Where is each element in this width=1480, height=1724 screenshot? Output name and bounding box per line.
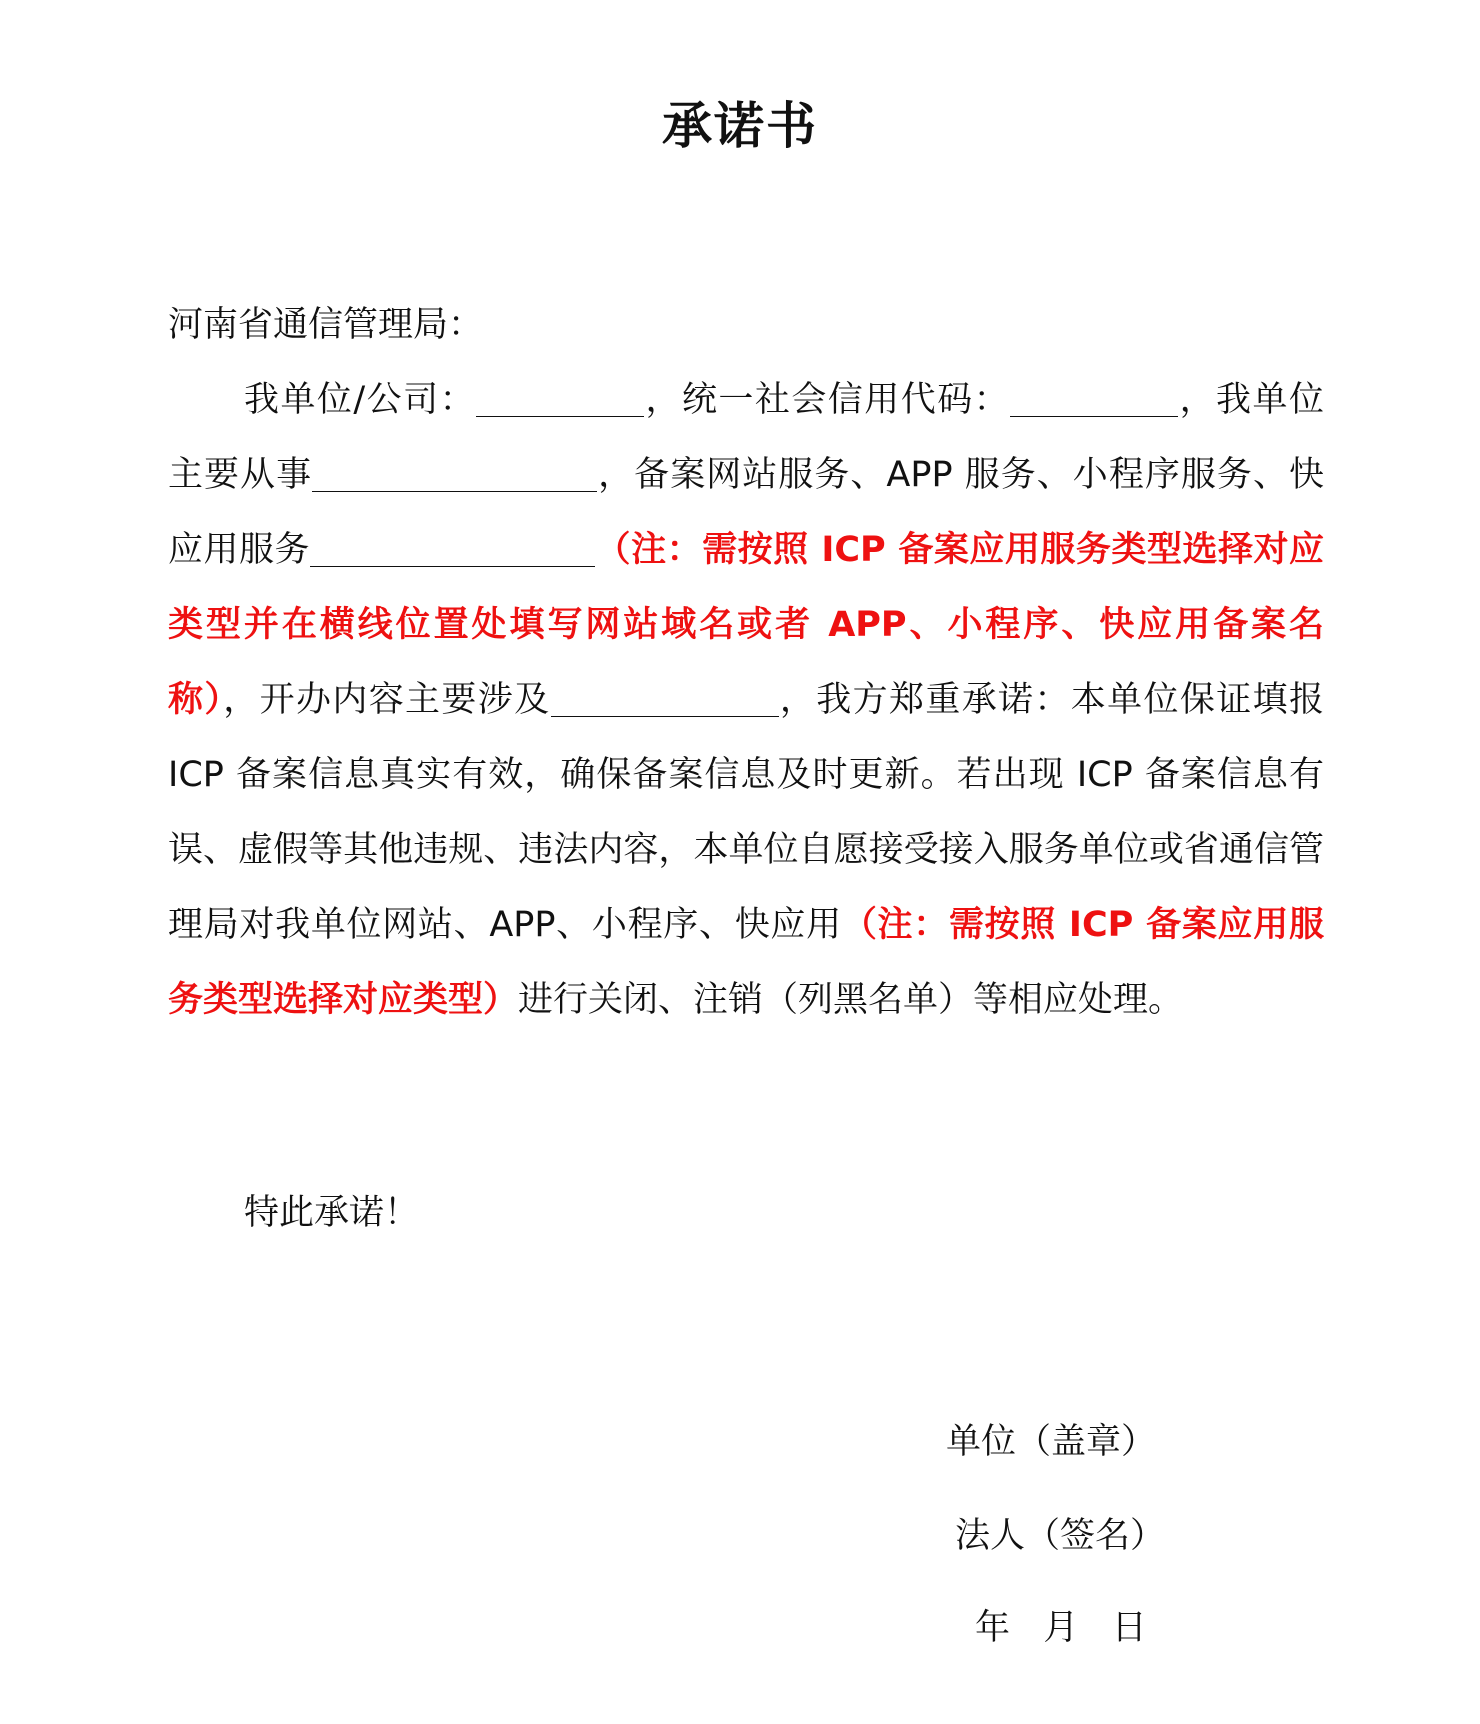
commitment-paragraph xyxy=(168,363,1324,1038)
company-name-blank xyxy=(476,378,644,417)
signature-legal-person: 法人（签名） xyxy=(955,1516,1166,1556)
text-segment: ，我方郑重承诺：本单位保证填报 ICP 备案信息真实有效，确保备案信息及时更新。若出现 ICP 备案信息有误、虚假等其他违规、违法内容，本单位自愿接受接入服务单位或省通信管理局对我单位网站、APP、小程序、快应用 xyxy=(168,680,1324,945)
business-scope-blank xyxy=(312,453,597,492)
document-body xyxy=(168,288,1324,1038)
service-name-blank xyxy=(310,528,595,567)
text-segment: ，统一社会信用代码： xyxy=(644,380,1011,420)
text-segment: ，我单位主要从事 xyxy=(168,380,1324,495)
text-segment: 进行关闭、注销（列黑名单）等相应处理。 xyxy=(518,980,1184,1020)
text-segment: ，开办内容主要涉及 xyxy=(223,680,551,720)
red-note: （注：需按照 ICP 备案应用服务类型选择对应类型并在横线位置处填写网站域名或者 APP、小程序、快应用备案名称） xyxy=(168,530,1324,720)
text-segment: ，备案网站服务、APP 服务、小程序服务、快应用服务 xyxy=(168,455,1324,570)
signature-unit: 单位（盖章） xyxy=(946,1422,1157,1462)
text-segment: 我单位/公司： xyxy=(244,380,477,420)
signature-date: 年 月 日 xyxy=(975,1608,1147,1648)
content-scope-blank xyxy=(551,678,779,717)
credit-code-blank xyxy=(1010,378,1178,417)
closing-statement: 特此承诺！ xyxy=(244,1193,420,1233)
red-note: （注：需按照 ICP 备案应用服务类型选择对应类型） xyxy=(168,905,1324,1020)
salutation: 河南省通信管理局： xyxy=(168,305,484,345)
document-title: 承诺书 xyxy=(662,97,818,155)
